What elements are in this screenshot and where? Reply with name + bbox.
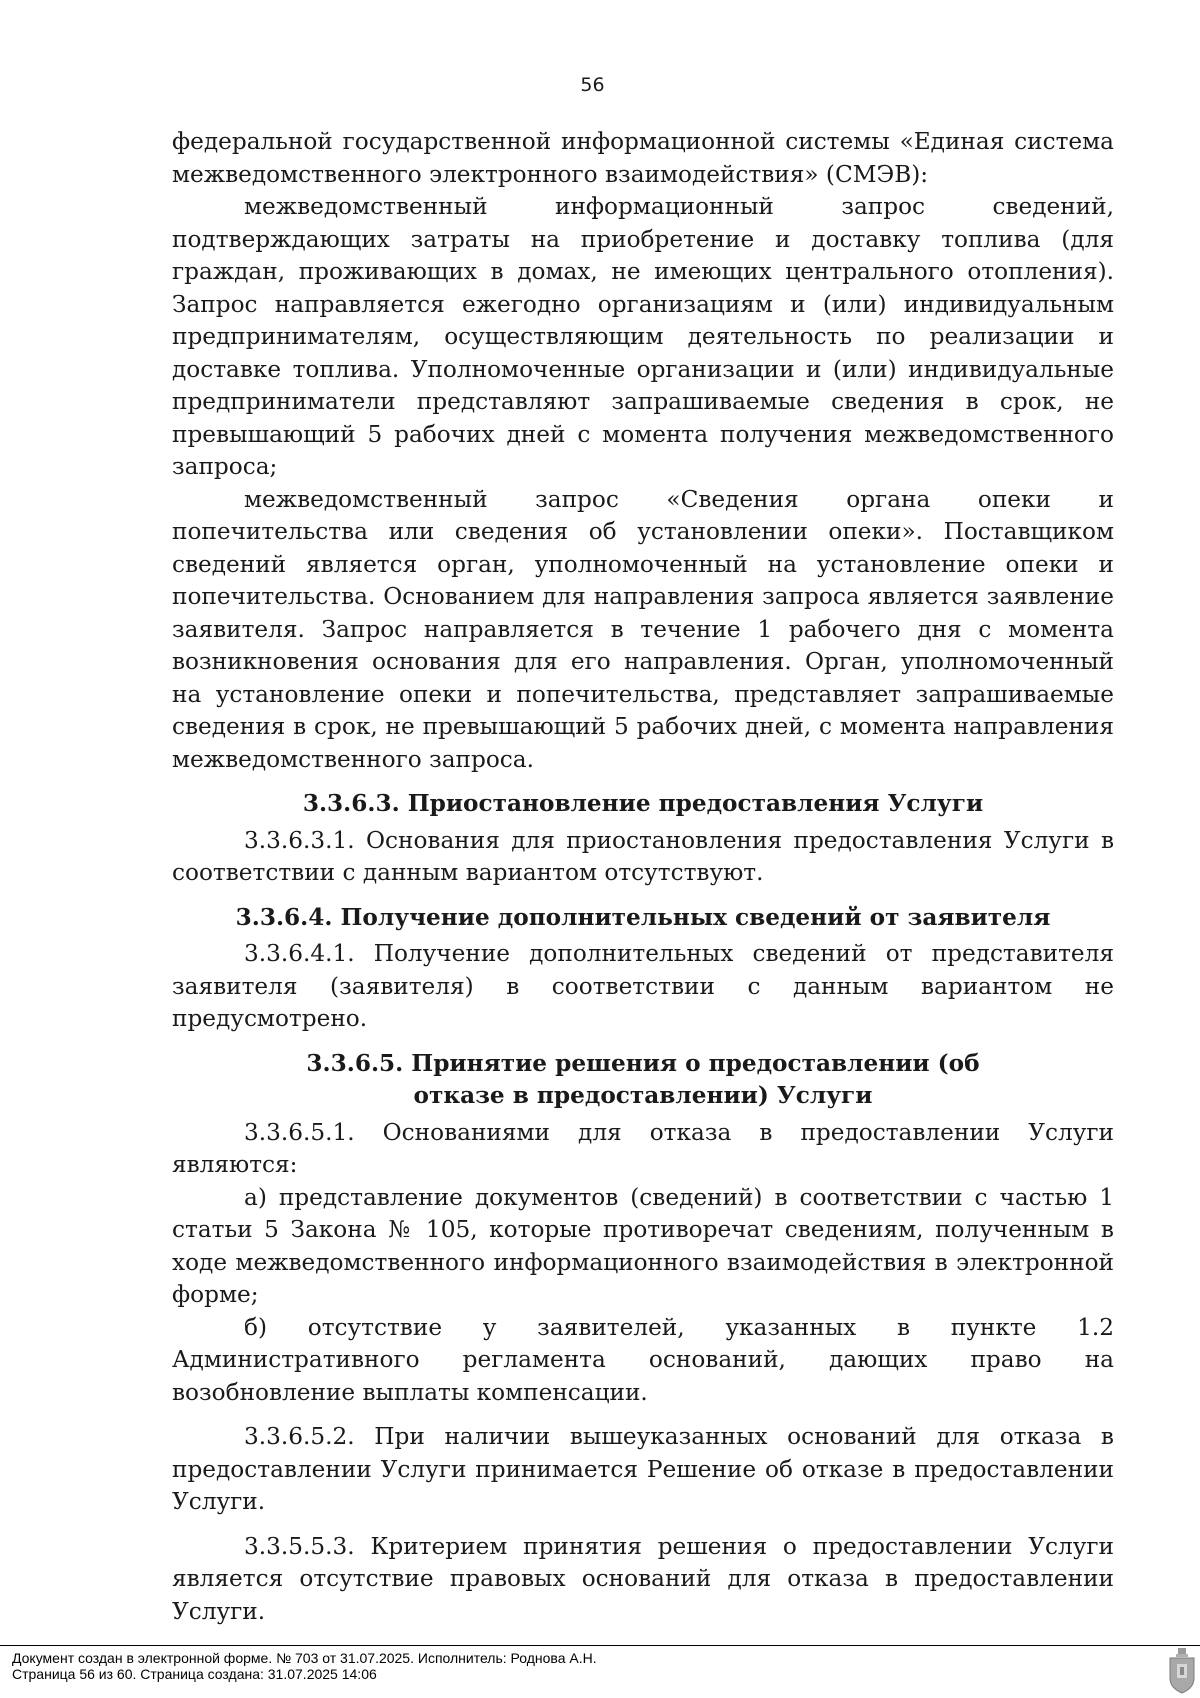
paragraph-fuel-costs-request: межведомственный информационный запрос сведений, подтверждающих затраты на приобретение и доставку топлива (для граждан, проживающих в домах, не имеющих центрального отопления). Запрос направляется ежегодно организациям и (или) индивидуальным предпринимателям, осуществляющим деятельность по реализации и доставке топлива. Уполномоченные организации и (или) индивидуальные предприниматели представляют запрашиваемые сведения в срок, не превышающий 5 рабочих дней с момента получения межведомственного запроса; xyxy=(172,193,1114,480)
paragraph-decision-criterion: 3.3.5.5.3. Критерием принятия решения о предоставлении Услуги является отсутствие правовых оснований для отказа в предоставлении Услуги. xyxy=(172,1532,1114,1625)
page-number: 56 xyxy=(580,74,605,96)
paragraph-refusal-grounds: 3.3.6.5.1. Основаниями для отказа в предоставлении Услуги являются: xyxy=(172,1118,1114,1178)
heading-suspension: 3.3.6.3. Приостановление предоставления Услуги xyxy=(302,790,984,817)
paragraph-suspension-grounds: 3.3.6.3.1. Основания для приостановления предоставления Услуги в соответствии с данным вариантом отсутствуют. xyxy=(172,826,1114,886)
paragraph-refusal-item-b: б) отсутствие у заявителей, указанных в пункте 1.2 Административного регламента оснований, дающих право на возобновление выплаты компенсации. xyxy=(172,1313,1114,1406)
document-body xyxy=(172,126,1114,1628)
paragraph-additional-info: 3.3.6.4.1. Получение дополнительных сведений от представителя заявителя (заявителя) в соответствии с данным вариантом не предусмотрено. xyxy=(172,940,1114,1032)
paragraph-guardianship-request: межведомственный запрос «Сведения органа опеки и попечительства или сведения об установлении опеки». Поставщиком сведений является орган, уполномоченный на установление опеки и попечительства. Основанием для направления запроса является заявление заявителя. Запрос направляется в течение 1 рабочего дня с момента возникновения основания для его направления. Орган, уполномоченный на установление опеки и попечительства, представляет запрашиваемые сведения в срок, не превышающий 5 рабочих дней, с момента направления межведомственного запроса. xyxy=(172,485,1114,773)
paragraph-refusal-item-a: а) представление документов (сведений) в соответствии с частью 1 статьи 5 Закона № 105, которые противоречат сведениям, полученным в ходе межведомственного информационного взаимодействия в электронной форме; xyxy=(172,1183,1114,1308)
footer-document-info: Документ создан в электронной форме. № 703 от 31.07.2025. Исполнитель: Роднова А.Н. xyxy=(12,1650,597,1666)
document-footer xyxy=(12,1650,597,1682)
heading-additional-info: 3.3.6.4. Получение дополнительных сведений от заявителя xyxy=(235,903,1051,931)
footer-divider xyxy=(0,1645,1200,1646)
heading-decision: 3.3.6.5. Принятие решения о предоставлении (об отказе в предоставлении) Услуги xyxy=(306,1049,980,1109)
coat-of-arms-icon xyxy=(1168,1648,1196,1694)
footer-page-info: Страница 56 из 60. Страница создана: 31.07.2025 14:06 xyxy=(12,1666,377,1682)
paragraph-refusal-decision: 3.3.6.5.2. При наличии вышеуказанных оснований для отказа в предоставлении Услуги принимается Решение об отказе в предоставлении Услуги. xyxy=(172,1423,1114,1515)
paragraph-smev-intro: федеральной государственной информационной системы «Единая система межведомственного электронного взаимодействия» (СМЭВ): xyxy=(172,128,1114,188)
